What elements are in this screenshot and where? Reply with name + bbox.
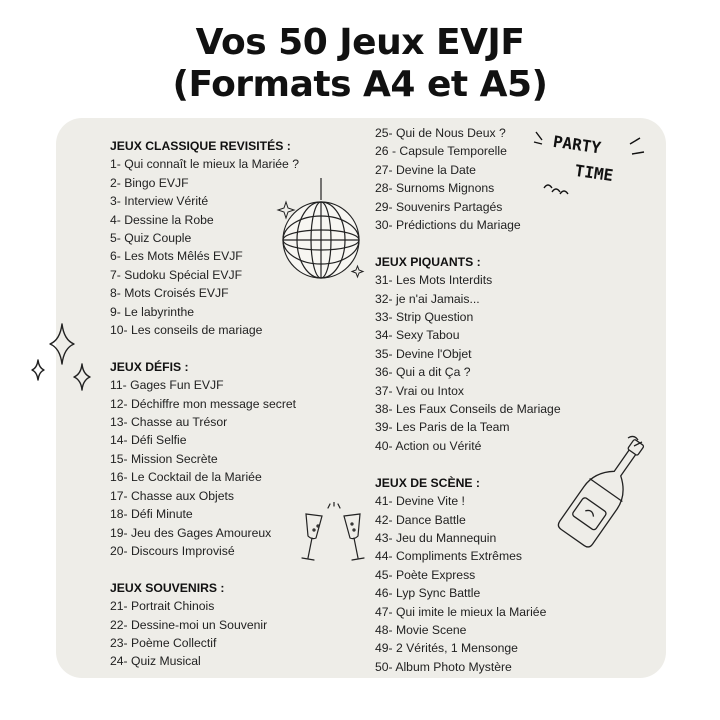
party-text-2: TIME [573,160,615,186]
list-item: 24- Quiz Musical [110,654,201,669]
list-item: 41- Devine Vite ! [375,494,465,509]
list-item: 22- Dessine-moi un Souvenir [110,617,268,632]
champagne-bottle-icon [556,430,651,550]
list-item: 8- Mots Croisés EVJF [110,286,229,301]
section-title-scene: JEUX DE SCÈNE : [375,475,480,490]
list-item: 25- Qui de Nous Deux ? [375,126,506,140]
list-item: 28- Surnoms Mignons [375,181,495,196]
list-item: 50- Album Photo Mystère [375,659,512,674]
list-item: 42- Dance Battle [375,512,466,527]
list-item: 23- Poème Collectif [110,635,217,650]
list-item: 7- Sudoku Spécial EVJF [110,267,243,282]
list-item: 9- Le labyrinthe [110,304,195,319]
list-item: 36- Qui a dit Ça ? [375,365,471,380]
section-title-souvenirs: JEUX SOUVENIRS : [110,580,225,595]
list-item: 29- Souvenirs Partagés [375,199,503,214]
list-item: 38- Les Faux Conseils de Mariage [375,402,561,417]
list-item: 34- Sexy Tabou [375,328,460,343]
list-item: 4- Dessine la Robe [110,212,214,227]
list-item: 45- Poète Express [375,567,476,582]
section-title-classiques: JEUX CLASSIQUE REVISITÉS : [110,139,291,153]
list-item: 5- Quiz Couple [110,231,192,246]
list-item: 40- Action ou Vérité [375,438,482,453]
party-time-icon [530,122,650,202]
list-item: 37- Vrai ou Intox [375,383,464,398]
list-item: 33- Strip Question [375,310,474,325]
list-item: 46- Lyp Sync Battle [375,586,481,601]
list-item: 10- Les conseils de mariage [110,323,263,338]
disco-ball-icon [276,178,366,288]
champagne-glasses-icon [298,502,368,566]
list-item: 12- Déchiffre mon message secret [110,396,297,411]
list-item: 43- Jeu du Mannequin [375,530,497,545]
title-line-1: Vos 50 Jeux EVJF [195,22,525,63]
list-item: 6- Les Mots Mêlés EVJF [110,249,243,264]
list-item: 30- Prédictions du Mariage [375,218,521,233]
list-item: 21- Portrait Chinois [110,599,215,614]
list-item: 14- Défi Selfie [110,433,187,448]
list-item: 2- Bingo EVJF [110,175,189,190]
list-item: 31- Les Mots Interdits [375,273,493,288]
list-item: 20- Discours Improvisé [110,543,235,558]
list-item: 13- Chasse au Trésor [110,415,228,430]
left-column [110,137,299,671]
list-item: 35- Devine l'Objet [375,346,472,361]
sparkles-icon [24,320,104,400]
list-item: 27- Devine la Date [375,162,476,177]
list-item: 18- Défi Minute [110,507,193,522]
section-title-defis: JEUX DÉFIS : [110,359,189,374]
list-item: 39- Les Paris de la Team [375,420,510,435]
title-line-2: (Formats A4 et A5) [172,64,548,105]
list-item: 47- Qui imite le mieux la Mariée [375,604,547,619]
list-item: 32- je n'ai Jamais... [375,291,480,306]
page-title [0,22,720,106]
list-item: 49- 2 Vérités, 1 Mensonge [375,641,518,656]
list-item: 48- Movie Scene [375,622,467,637]
section-title-piquants: JEUX PIQUANTS : [375,254,481,269]
right-column [375,124,561,676]
list-item: 16- Le Cocktail de la Mariée [110,470,262,485]
party-text-1: PARTY [551,131,603,158]
list-item: 19- Jeu des Gages Amoureux [110,525,272,540]
list-item: 11- Gages Fun EVJF [110,378,224,393]
list-item: 26 - Capsule Temporelle [375,144,507,159]
list-item: 44- Compliments Extrêmes [375,549,522,564]
list-item: 1- Qui connaît le mieux la Mariée ? [110,157,299,172]
list-item: 17- Chasse aux Objets [110,488,234,503]
list-item: 3- Interview Vérité [110,194,209,209]
list-item: 15- Mission Secrète [110,451,218,466]
